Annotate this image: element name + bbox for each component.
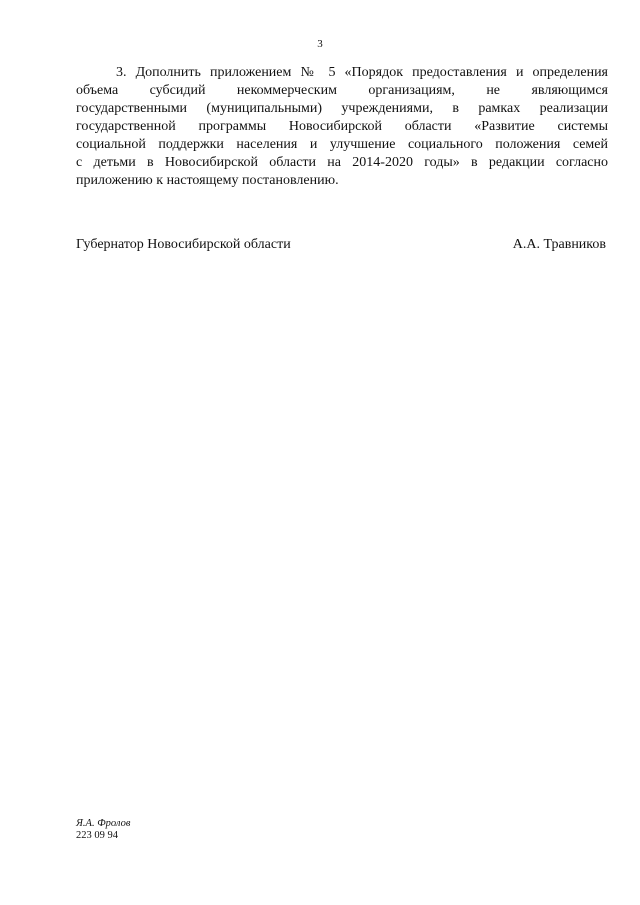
paragraph-line-4: государственной программы Новосибирской области «Развитие системы — [76, 119, 608, 134]
executor-phone: 223 09 94 — [76, 830, 118, 841]
paragraph-line-7: приложению к настоящему постановлению. — [76, 173, 339, 188]
signatory-name: А.А. Травников — [512, 237, 606, 252]
resolution-paragraph — [76, 64, 608, 190]
paragraph-line-3: государственными (муниципальными) учреждениями, в рамках реализации — [76, 101, 608, 116]
paragraph-line-6: с детьми в Новосибирской области на 2014-2020 годы» в редакции согласно — [76, 155, 608, 170]
signature-block — [76, 236, 606, 254]
signatory-position: Губернатор Новосибирской области — [76, 237, 291, 252]
page-number: 3 — [317, 38, 323, 50]
executor-footer — [76, 818, 130, 842]
executor-name: Я.А. Фролов — [76, 818, 131, 829]
paragraph-line-1: 3. Дополнить приложением № 5 «Порядок предоставления и определения — [116, 65, 608, 80]
paragraph-line-2: объема субсидий некоммерческим организациям, не являющимся — [76, 83, 608, 98]
paragraph-line-5: социальной поддержки населения и улучшение социального положения семей — [76, 137, 608, 152]
